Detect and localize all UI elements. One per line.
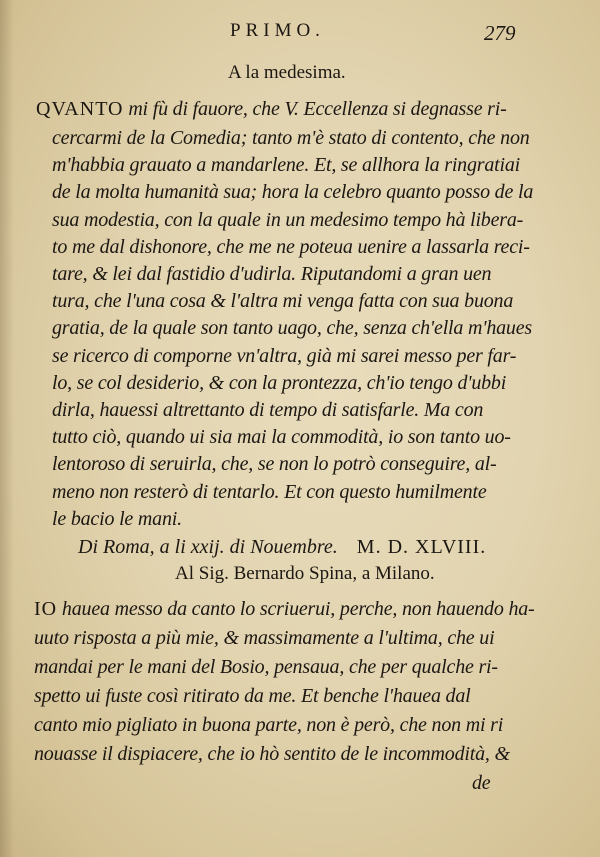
dateline (78, 536, 486, 559)
text-line: tare, & lei dal fastidio d'udirla. Riputandomi a gran uen (52, 263, 492, 285)
text-line: sua modestia, con la quale in un medesimo tempo hà libera- (52, 208, 524, 231)
text-line: uuto risposta a più mie, & massimamente a l'ultima, che ui (34, 627, 495, 649)
text-line: m'habbia grauato a mandarlene. Et, se allhora la ringratiai (52, 154, 521, 177)
text-line: cercarmi de la Comedia; tanto m'è stato di contento, che non (52, 127, 530, 149)
text-line: nouasse il dispiacere, che io hò sentito de le incommodità, & (34, 743, 510, 765)
text-line (34, 595, 535, 624)
text-line: se ricerco di comporne vn'altra, già mi sarei messo per far- (52, 344, 517, 367)
letter-heading: Al Sig. Bernardo Spina, a Milano. (175, 563, 435, 584)
dateline-year: M. D. XLVIII. (356, 536, 487, 558)
text-line: meno non resterò di tentarlo. Et con questo humilmente (52, 480, 487, 503)
text-line: mandai per le mani del Bosio, pensaua, che per qualche ri- (34, 656, 498, 678)
text-line-body: haueа messo da canto lo scriuerui, perche, non hauendo ha- (61, 598, 535, 620)
text-line: gratia, de la quale son tanto uago, che, senza ch'ella m'haues (52, 317, 532, 340)
text-line: canto mio pigliato in buona parte, non è però, che non mi ri (34, 714, 504, 736)
text-line: spetto ui fuste così ritirato da me. Et benche l'haueа dal (34, 685, 471, 707)
text-line: de la molta humanità sua; hora la celebro quanto posso de la (52, 181, 534, 204)
text-line-body: mi fù di fauore, che V. Eccellenza si degnasse ri- (128, 98, 507, 120)
text-line: to me dal dishonore, che me ne poteua uenire a lassarla reci- (52, 235, 530, 258)
lead-word: QVANTO (36, 98, 124, 120)
page-edge-shadow (0, 0, 14, 857)
text-line: dirla, hauessi altrettanto di tempo di satisfarle. Ma con (52, 399, 484, 421)
running-head: PRIMO. (230, 20, 325, 41)
dateline-place: Di Roma, a li xxij. di Nouembre. (78, 536, 338, 558)
catchword: de (472, 772, 491, 794)
text-line: lo, se col desiderio, & con la prontezza, ch'io tengo d'ubbi (52, 371, 507, 394)
text-line: lentoroso di seruirla, che, se non lo potrò conseguire, al- (52, 453, 497, 476)
letter-heading: A la medesima. (228, 62, 346, 83)
text-line: tutto ciò, quando ui sia mai la commodità, io son tanto uo- (52, 426, 511, 449)
page-number: 279 (484, 21, 516, 45)
text-line (36, 95, 507, 124)
text-line: le bacio le mani. (52, 507, 182, 530)
lead-word: IO (34, 598, 58, 620)
text-line: tura, che l'una cosa & l'altra mi venga fatta con sua buona (52, 290, 514, 313)
